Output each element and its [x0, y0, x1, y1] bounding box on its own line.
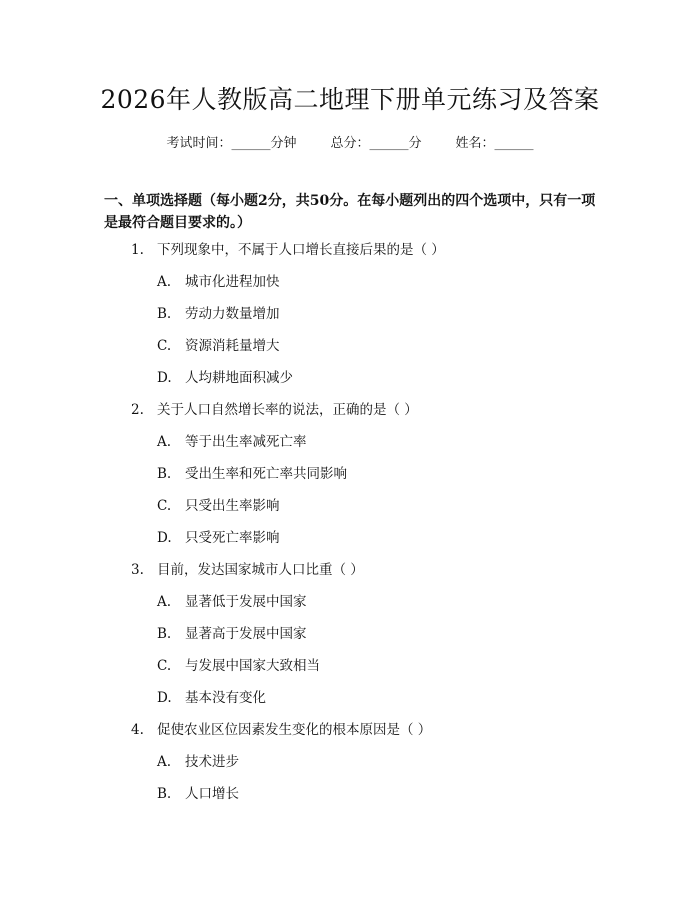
- option-letter: B.: [157, 786, 172, 802]
- question-stem: 目前，发达国家城市人口比重（ ）: [157, 562, 364, 578]
- option-letter: A.: [157, 594, 172, 610]
- option-3b: [0, 624, 700, 656]
- option-text: 受出生率和死亡率共同影响: [185, 466, 347, 482]
- option-2d: [0, 528, 700, 560]
- option-3c: [0, 656, 700, 688]
- option-letter: C.: [157, 338, 172, 354]
- option-letter: B.: [157, 626, 172, 642]
- option-text: 显著高于发展中国家: [185, 626, 307, 642]
- option-letter: C.: [157, 658, 172, 674]
- exam-meta: [0, 132, 700, 151]
- option-text: 等于出生率减死亡率: [185, 434, 307, 450]
- question-number: 2.: [131, 402, 144, 418]
- question-1: [0, 240, 700, 272]
- page-title: 2026年人教版高二地理下册单元练习及答案: [100, 85, 600, 114]
- option-4b: [0, 784, 700, 816]
- option-text: 技术进步: [185, 754, 239, 770]
- option-letter: D.: [157, 690, 172, 706]
- option-4a: [0, 752, 700, 784]
- option-1d: [0, 368, 700, 400]
- option-letter: A.: [157, 754, 172, 770]
- option-text: 显著低于发展中国家: [185, 594, 307, 610]
- option-letter: D.: [157, 530, 172, 546]
- option-1b: [0, 304, 700, 336]
- option-letter: B.: [157, 466, 172, 482]
- option-letter: D.: [157, 370, 172, 386]
- question-number: 4.: [131, 722, 144, 738]
- option-2a: [0, 432, 700, 464]
- option-text: 与发展中国家大致相当: [185, 658, 320, 674]
- section-heading: 一、单项选择题（每小题2分，共50分。在每小题列出的四个选项中，只有一项是最符合题目要求的。）: [104, 193, 596, 231]
- option-text: 劳动力数量增加: [185, 306, 280, 322]
- question-number: 1.: [131, 242, 144, 258]
- exam-time-field: 考试时间：______分钟: [166, 136, 297, 151]
- question-stem: 下列现象中，不属于人口增长直接后果的是（ ）: [157, 242, 445, 258]
- option-letter: C.: [157, 498, 172, 514]
- option-1c: [0, 336, 700, 368]
- option-2c: [0, 496, 700, 528]
- question-4: [0, 720, 700, 752]
- option-text: 城市化进程加快: [185, 274, 280, 290]
- option-letter: B.: [157, 306, 172, 322]
- question-2: [0, 400, 700, 432]
- total-score-field: 总分：______分: [330, 136, 422, 151]
- student-name-field: 姓名：______: [455, 136, 534, 151]
- option-text: 基本没有变化: [185, 690, 266, 706]
- option-letter: A.: [157, 434, 172, 450]
- option-text: 人口增长: [185, 786, 239, 802]
- option-3a: [0, 592, 700, 624]
- option-text: 只受死亡率影响: [185, 530, 280, 546]
- option-text: 资源消耗量增大: [185, 338, 280, 354]
- question-stem: 促使农业区位因素发生变化的根本原因是（ ）: [157, 722, 432, 738]
- question-3: [0, 560, 700, 592]
- option-letter: A.: [157, 274, 172, 290]
- question-number: 3.: [131, 562, 144, 578]
- option-1a: [0, 272, 700, 304]
- option-text: 人均耕地面积减少: [185, 370, 293, 386]
- option-3d: [0, 688, 700, 720]
- option-text: 只受出生率影响: [185, 498, 280, 514]
- question-list: [0, 240, 700, 816]
- option-2b: [0, 464, 700, 496]
- question-stem: 关于人口自然增长率的说法，正确的是（ ）: [157, 402, 418, 418]
